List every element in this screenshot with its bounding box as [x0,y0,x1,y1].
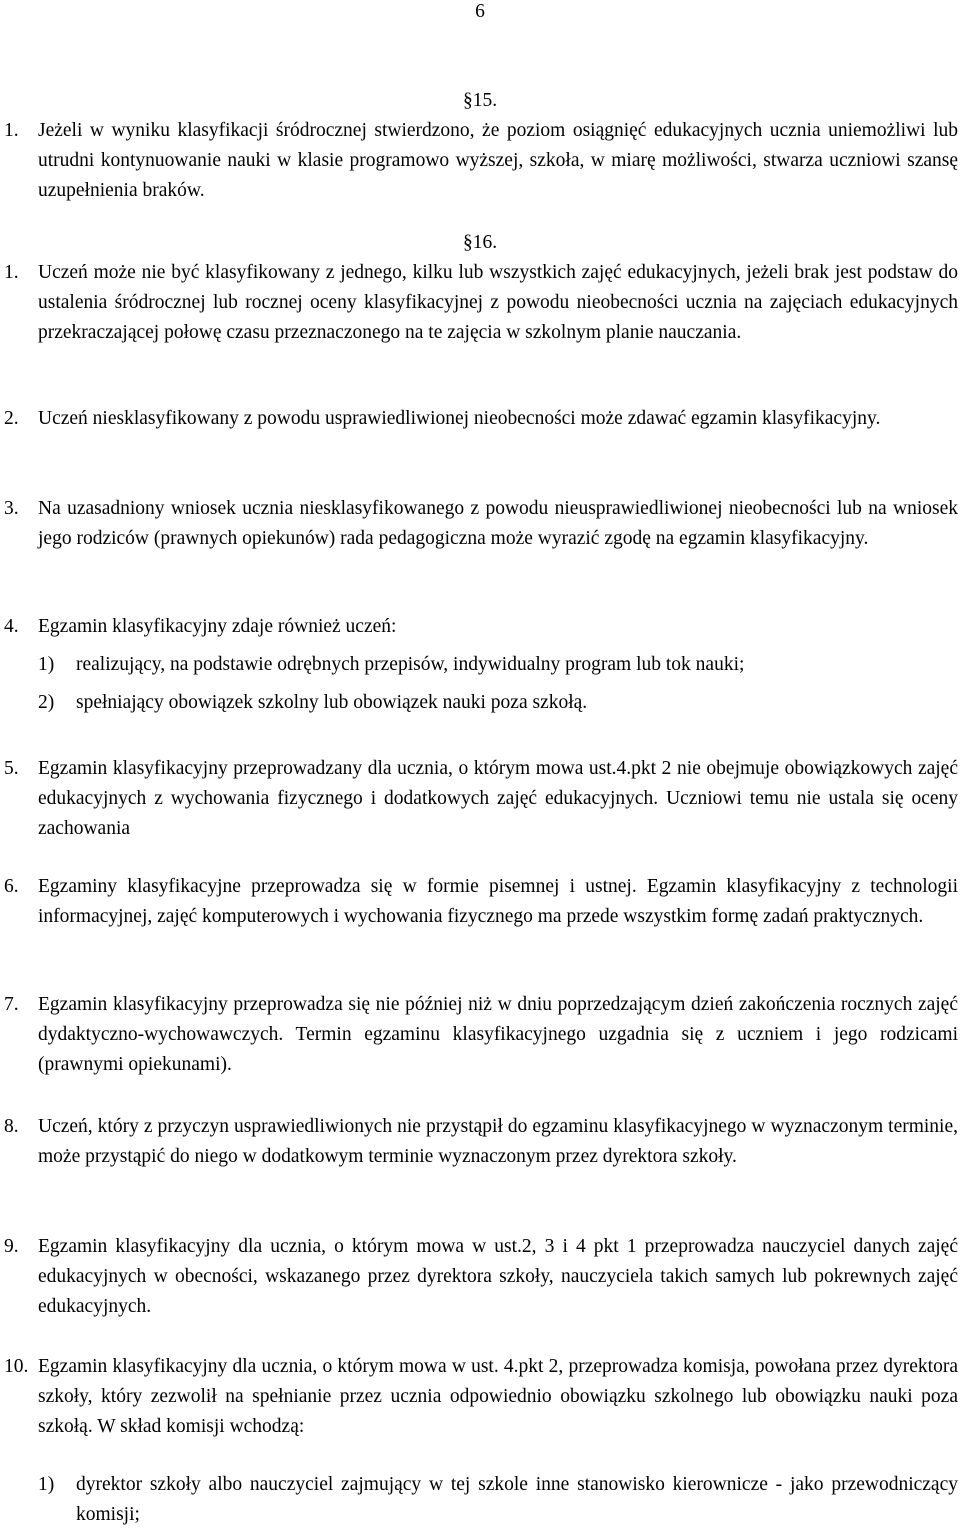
paragraph-15-1 [0,116,958,206]
list-item-number: 2) [38,692,55,713]
list-item-16-4-1 [38,650,958,680]
page-number: 6 [475,1,485,22]
paragraph-16-1 [0,258,958,348]
paragraph-number: 1. [4,262,19,283]
paragraph-text: Egzamin klasyfikacyjny przeprowadza się nie później niż w dniu poprzedzającym dzień zakończenia rocznych zajęć dydaktyczno-wychowawczych. Termin egzaminu klasyfikacyjnego uzgadnia się z uczniem i jego rodzicami (prawnymi opiekunami). [38,994,958,1075]
paragraph-number: 2. [4,408,19,429]
list-item-text: spełniający obowiązek szkolny lub obowiązek nauki poza szkołą. [76,692,588,713]
paragraph-text: Egzamin klasyfikacyjny dla ucznia, o którym mowa w ust. 4.pkt 2, przeprowadza komisja, powołana przez dyrektora szkoły, który zezwolił na spełnianie przez ucznia odpowiednio obowiązku szkolnego lub obowiązku nauki poza szkołą. W skład komisji wchodzą: [38,1356,958,1437]
paragraph-text: Uczeń może nie być klasyfikowany z jednego, kilku lub wszystkich zajęć edukacyjnych, jeżeli brak jest podstaw do ustalenia śródrocznej lub rocznej oceny klasyfikacyjnej z powodu nieobecności ucznia na zajęciach edukacyjnych przekraczającej połowę czasu przeznaczonego na te zajęcia w szkolnym planie nauczania. [38,262,958,343]
paragraph-16-2 [0,404,958,434]
paragraph-text: Egzamin klasyfikacyjny zdaje również uczeń: [38,616,397,637]
section-heading-15: §15. [462,90,498,111]
paragraph-text: Uczeń, który z przyczyn usprawiedliwionych nie przystąpił do egzaminu klasyfikacyjnego w wyznaczonym terminie, może przystąpić do niego w dodatkowym terminie wyznaczonym przez dyrektora szkoły. [38,1116,958,1167]
paragraph-number: 3. [4,498,19,519]
paragraph-16-3 [0,494,958,554]
paragraph-number: 4. [4,616,19,637]
paragraph-16-10 [0,1352,958,1442]
paragraph-text: Jeżeli w wyniku klasyfikacji śródrocznej stwierdzono, że poziom osiągnięć edukacyjnych ucznia uniemożliwi lub utrudni kontynuowanie nauki w klasie programowo wyższej, szkoła, w miarę możliwości, stwarza uczniowi szansę uzupełnienia braków. [38,120,958,201]
list-item-text: dyrektor szkoły albo nauczyciel zajmujący w tej szkole inne stanowisko kierownicze - jako przewodniczący komisji; [76,1474,958,1525]
paragraph-number: 10. [4,1356,29,1377]
list-item-16-10-1 [38,1470,958,1530]
paragraph-number: 5. [4,758,19,779]
paragraph-text: Na uzasadniony wniosek ucznia niesklasyfikowanego z powodu nieusprawiedliwionej nieobecności lub na wniosek jego rodziców (prawnych opiekunów) rada pedagogiczna może wyrazić zgodę na egzamin klasyfikacyjny. [38,498,958,549]
list-item-text: realizujący, na podstawie odrębnych przepisów, indywidualny program lub tok nauki; [76,654,745,675]
paragraph-number: 1. [4,120,19,141]
paragraph-16-7 [0,990,958,1080]
paragraph-text: Egzaminy klasyfikacyjne przeprowadza się w formie pisemnej i ustnej. Egzamin klasyfikacyjny z technologii informacyjnej, zajęć komputerowych i wychowania fizycznego ma przede wszystkim formę zadań praktycznych. [38,876,958,927]
paragraph-16-6 [0,872,958,932]
list-item-number: 1) [38,1474,55,1495]
paragraph-16-5 [0,754,958,844]
paragraph-number: 9. [4,1236,19,1257]
paragraph-16-4 [0,612,958,642]
paragraph-16-8 [0,1112,958,1172]
list-item-16-4-2 [38,688,958,718]
paragraph-number: 8. [4,1116,19,1137]
paragraph-text: Uczeń niesklasyfikowany z powodu usprawiedliwionej nieobecności może zdawać egzamin klasyfikacyjny. [38,408,881,429]
paragraph-16-9 [0,1232,958,1322]
paragraph-number: 7. [4,994,19,1015]
paragraph-text: Egzamin klasyfikacyjny przeprowadzany dla ucznia, o którym mowa ust.4.pkt 2 nie obejmuje obowiązkowych zajęć edukacyjnych z wychowania fizycznego i dodatkowych zajęć edukacyjnych. Uczniowi temu nie ustala się oceny zachowania [38,758,958,839]
paragraph-number: 6. [4,876,19,897]
paragraph-text: Egzamin klasyfikacyjny dla ucznia, o którym mowa w ust.2, 3 i 4 pkt 1 przeprowadza nauczyciel danych zajęć edukacyjnych w obecności, wskazanego przez dyrektora szkoły, nauczyciela takich samych lub pokrewnych zajęć edukacyjnych. [38,1236,958,1317]
section-heading-16: §16. [462,232,498,253]
list-item-number: 1) [38,654,55,675]
